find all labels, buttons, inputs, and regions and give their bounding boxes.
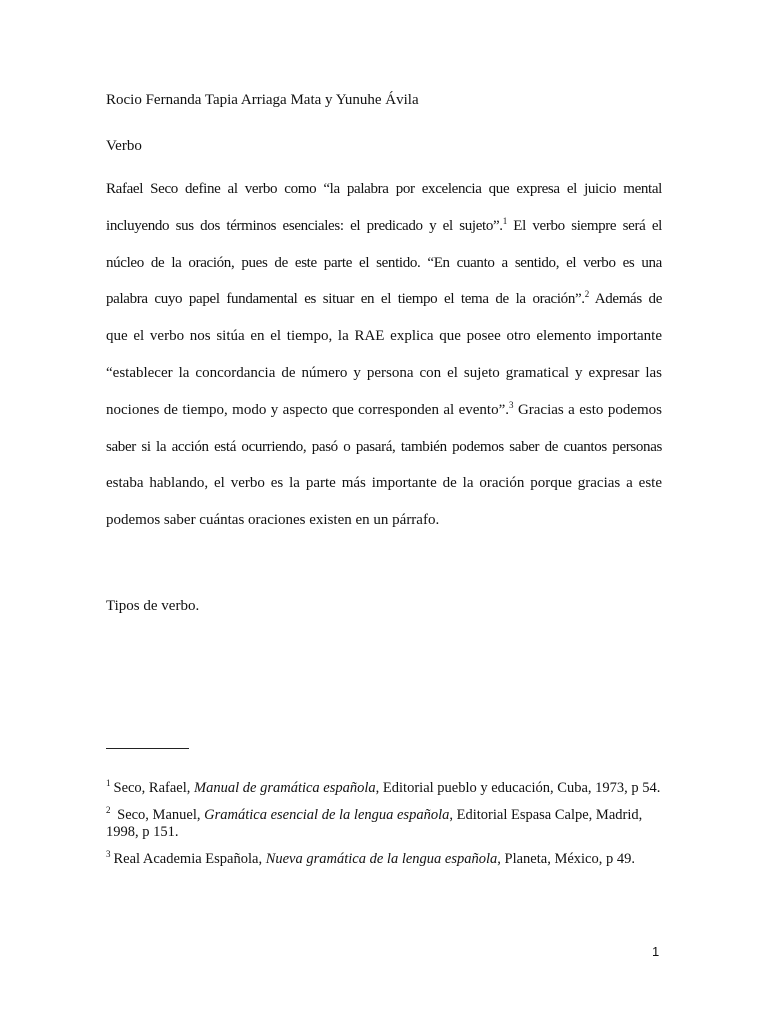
line-text: Gracias a esto podemos: [513, 401, 662, 418]
paragraph-line: [106, 429, 662, 466]
footnote-text: Seco, Rafael,: [113, 780, 195, 796]
footnote-text: Real Academia Española,: [113, 851, 266, 867]
footnote-text: Seco, Manuel,: [113, 807, 205, 823]
footnote: [106, 807, 662, 841]
line-text: estaba hablando, el verbo es la parte más importante de la oración porque gracias a este: [106, 475, 662, 492]
line-text: Rafael Seco define al verbo como “la palabra por excelencia que expresa el juicio mental: [106, 181, 662, 197]
footnote-reference: 2: [584, 289, 589, 300]
footnote-book-title: Manual de gramática española: [194, 780, 376, 796]
section-title: Tipos de verbo.: [106, 598, 200, 614]
footnote: [106, 851, 662, 868]
paragraph-line: [106, 208, 662, 245]
line-text: saber si la acción está ocurriendo, pasó o pasará, también podemos saber de cuantos personas: [106, 438, 662, 455]
page-number: 1: [652, 944, 660, 959]
line-text: “establecer la concordancia de número y persona con el sujeto gramatical y expresar las: [106, 364, 662, 381]
line-text: palabra cuyo papel fundamental es situar en el tiempo el tema de la oración”.: [106, 291, 585, 308]
paragraph-line: [106, 245, 662, 282]
footnote-text: , Editorial pueblo y educación, Cuba, 1973, p 54.: [375, 780, 661, 796]
footnote-reference: 1: [502, 215, 507, 226]
paragraph-line: [106, 465, 662, 502]
footnote: [106, 780, 662, 797]
footnote-mark: 2: [106, 805, 111, 816]
footnote-text: , Editorial Espasa Calpe, Madrid, 1998, p 151.: [106, 807, 643, 840]
line-text: nociones de tiempo, modo y aspecto que corresponden al evento”.: [106, 401, 510, 418]
footnotes: [106, 780, 662, 878]
footnote-mark: 3: [106, 849, 111, 860]
author-line: Rocio Fernanda Tapia Arriaga Mata y Yunuhe Ávila: [106, 92, 419, 108]
line-text: El verbo siempre será el: [506, 217, 662, 234]
footnote-reference: 3: [509, 399, 514, 410]
paragraph-line: [106, 355, 662, 392]
paragraph-line: [106, 318, 662, 355]
paragraph-line: [106, 392, 662, 429]
line-text: podemos saber cuántas oraciones existen en un párrafo.: [106, 512, 440, 529]
paragraph-line: [106, 281, 662, 318]
heading-verbo: Verbo: [106, 138, 142, 154]
footnote-mark: 1: [106, 778, 111, 789]
line-text: núcleo de la oración, pues de este parte el sentido. “En cuanto a sentido, el verbo es una: [106, 254, 662, 271]
footnote-book-title: Gramática esencial de la lengua española: [204, 807, 450, 823]
line-text: Además de: [588, 291, 663, 308]
footnote-book-title: Nueva gramática de la lengua española: [265, 851, 498, 867]
body-paragraph: [106, 171, 662, 539]
footnote-separator: [106, 748, 189, 749]
paragraph-line: [106, 502, 662, 539]
footnote-text: , Planeta, México, p 49.: [497, 851, 635, 867]
line-text: que el verbo nos sitúa en el tiempo, la RAE explica que posee otro elemento importante: [106, 328, 662, 345]
paragraph-line: [106, 171, 662, 208]
line-text: incluyendo sus dos términos esenciales: el predicado y el sujeto”.: [106, 217, 503, 234]
